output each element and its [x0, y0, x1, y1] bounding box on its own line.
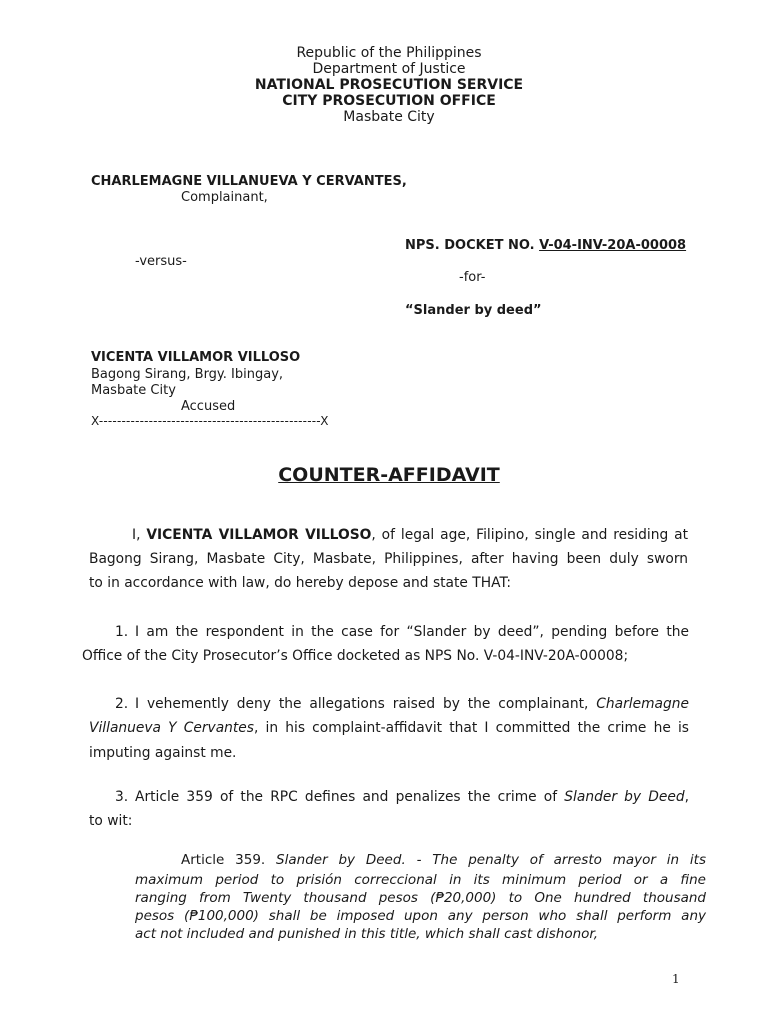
item3-text: ,: [684, 789, 690, 805]
accused-address-line2: Masbate City: [91, 383, 176, 398]
item1-line2: Office of the City Prosecutor’s Office docketed as NPS No. V-04-INV-20A-00008;: [82, 648, 629, 664]
intro-text: I,: [132, 527, 147, 543]
quote-line5: act not included and punished in this title, which shall cast dishonor,: [135, 926, 599, 942]
item2-text: , in his complaint-affidavit that I committed the crime he is: [253, 720, 689, 736]
offense-label: “Slander by deed”: [405, 303, 542, 318]
quote-line4: pesos (₱100,000) shall be imposed upon any person who shall perform any: [135, 908, 706, 924]
accused-address-line1: Bagong Sirang, Brgy. Ibingay,: [91, 367, 284, 382]
quote-line3: ranging from Twenty thousand pesos (₱20,000) to One hundred thousand: [135, 890, 706, 906]
item3-text: Article 359 of the RPC defines and penalizes the crime of: [135, 789, 565, 805]
quote-line2: maximum period to prisión correccional in its minimum period or a fine: [135, 872, 706, 888]
item2-line3: imputing against me.: [89, 745, 237, 761]
item3-line1: [135, 789, 689, 805]
item2-number: 2.: [115, 696, 129, 712]
offense-ref: Slander by Deed: [564, 789, 685, 805]
complainant-name-ref: Charlemagne: [596, 696, 689, 712]
complainant-name: CHARLEMAGNE VILLANUEVA Y CERVANTES,: [91, 174, 407, 189]
versus-label: -versus-: [135, 254, 187, 269]
document-title: COUNTER-AFFIDAVIT: [278, 464, 500, 486]
accused-name: VICENTA VILLAMOR VILLOSO: [91, 350, 301, 365]
header-cpo: CITY PROSECUTION OFFICE: [282, 93, 496, 109]
item3-number: 3.: [115, 789, 129, 805]
docket-line: [405, 238, 686, 254]
intro-text: , of legal age, Filipino, single and residing at: [371, 527, 688, 543]
item1-number: 1.: [115, 624, 129, 640]
quote-line1: [181, 852, 706, 868]
quote-text: . - The penalty of arresto mayor in its: [401, 852, 707, 868]
header-republic: Republic of the Philippines: [296, 45, 482, 61]
quote-article-title: Slander by Deed: [276, 852, 402, 868]
item2-text: I vehemently deny the allegations raised by the complainant,: [135, 696, 597, 712]
accused-role: Accused: [181, 399, 236, 414]
intro-line2: Bagong Sirang, Masbate City, Masbate, Philippines, after having been duly sworn: [89, 551, 688, 567]
for-label: -for-: [459, 270, 486, 285]
item2-line1: [135, 696, 689, 712]
intro-line3: to in accordance with law, do hereby depose and state THAT:: [89, 575, 512, 591]
complainant-name-ref: Villanueva Y Cervantes: [89, 720, 254, 736]
intro-line1: [132, 527, 688, 543]
complainant-role: Complainant,: [181, 190, 268, 205]
header-city: Masbate City: [343, 109, 435, 125]
header-department: Department of Justice: [312, 61, 466, 77]
page-number: 1: [672, 972, 680, 986]
quote-text: Article 359.: [181, 852, 277, 868]
caption-separator: X-------------------------------------------------X: [91, 414, 329, 428]
docket-number: V-04-INV-20A-00008: [539, 238, 687, 253]
item2-line2: [89, 720, 689, 736]
item1-line1: I am the respondent in the case for “Slander by deed”, pending before the: [135, 624, 689, 640]
item3-line2: to wit:: [89, 813, 133, 829]
affiant-name: VICENTA VILLAMOR VILLOSO: [146, 527, 372, 543]
docket-label: NPS. DOCKET NO.: [405, 238, 540, 253]
header-nps: NATIONAL PROSECUTION SERVICE: [254, 77, 524, 93]
